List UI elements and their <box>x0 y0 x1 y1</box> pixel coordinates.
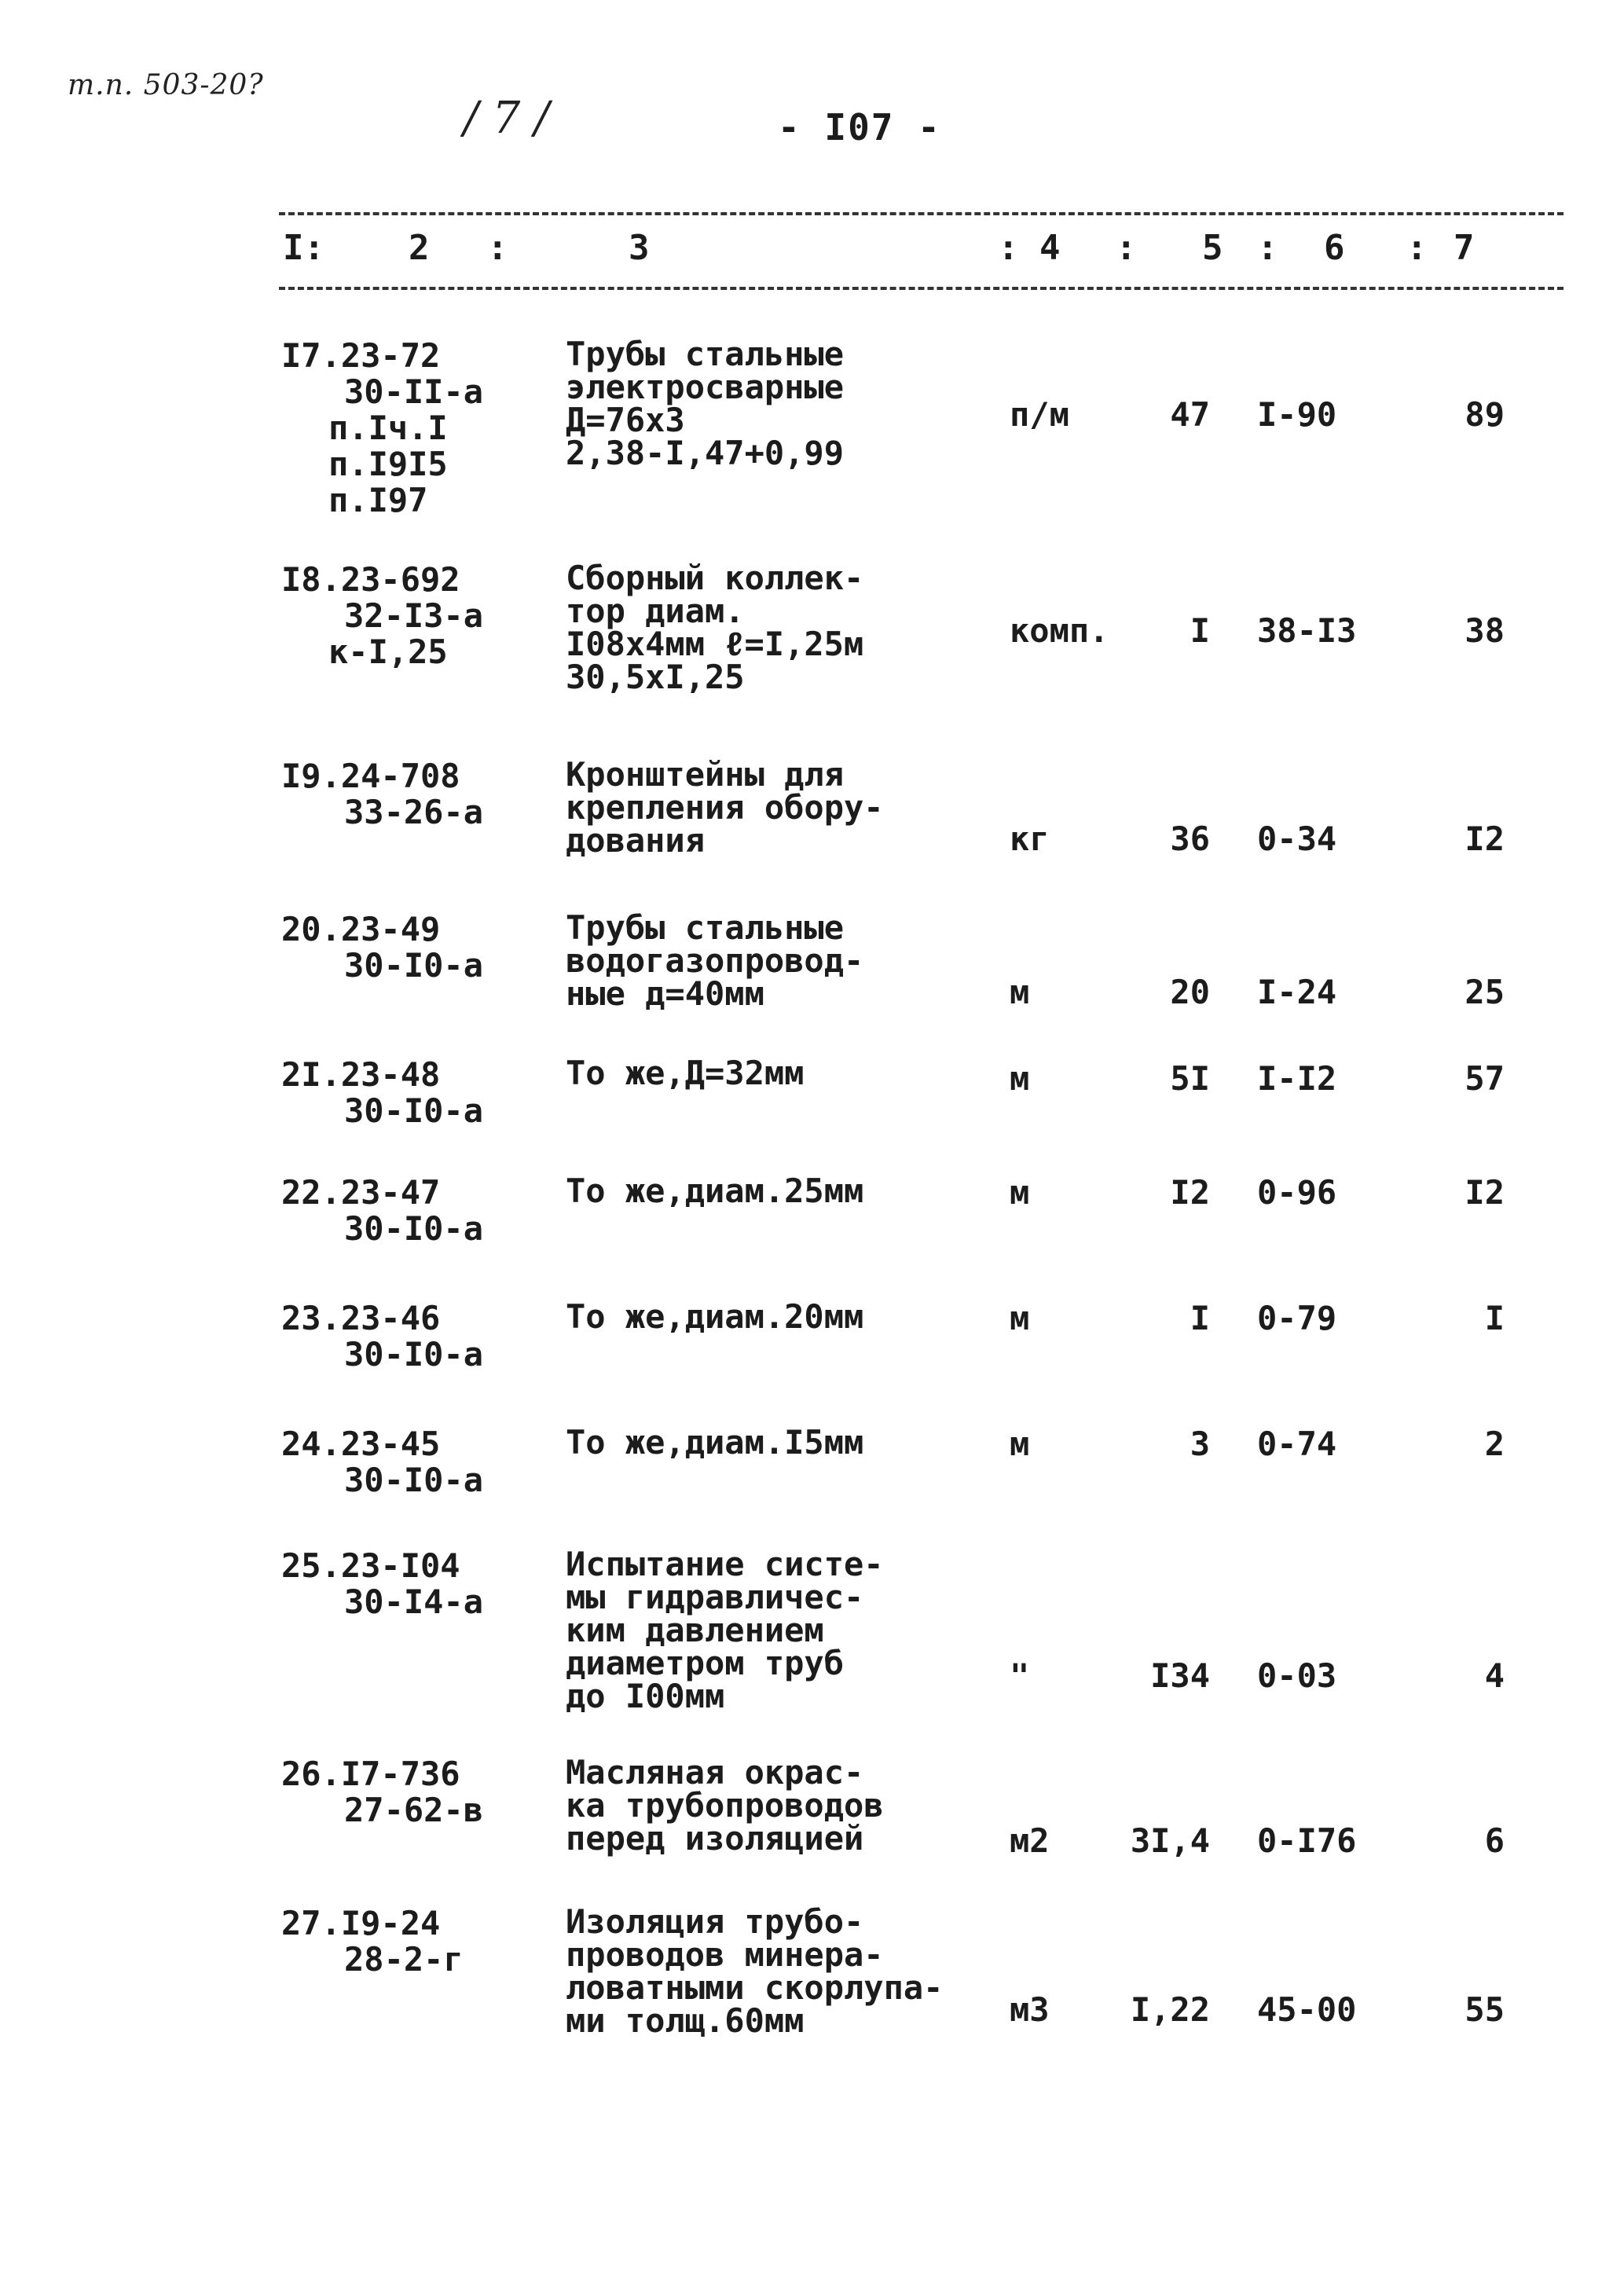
row-description-line: То же,диам.25мм <box>566 1172 864 1210</box>
row-description <box>566 1423 864 1462</box>
row-description-line: Изоляция трубо- <box>566 1902 864 1941</box>
row-code <box>281 1057 483 1129</box>
row-quantity: 5I <box>1170 1059 1210 1098</box>
row-total: 38 <box>1465 611 1505 650</box>
row-unit: м <box>1010 1299 1030 1337</box>
row-code-line: 2I.23-48 <box>281 1055 441 1094</box>
row-description-line: водогазопровод- <box>566 941 864 980</box>
row-code-line: 30-I0-a <box>344 1091 484 1130</box>
row-description <box>566 1054 805 1092</box>
row-code-line: 26.I7-736 <box>281 1755 460 1793</box>
row-quantity: 3I,4 <box>1130 1821 1210 1860</box>
row-code-line: 27-62-в <box>344 1791 484 1829</box>
row-quantity: 47 <box>1170 395 1210 434</box>
row-description-line: ка трубопроводов <box>566 1786 884 1825</box>
row-description-line: перед изоляцией <box>566 1819 864 1858</box>
row-code-line: 30-I0-a <box>344 1209 484 1248</box>
row-quantity: I <box>1190 1299 1210 1337</box>
row-code-line: 24.23-45 <box>281 1425 441 1463</box>
row-description-line: ные д=40мм <box>566 974 764 1013</box>
row-quantity: I <box>1190 611 1210 650</box>
row-total: 89 <box>1465 395 1505 434</box>
row-description-line: То же,Д=32мм <box>566 1054 805 1092</box>
row-description-line: Д=76х3 <box>566 401 685 439</box>
row-total: I <box>1484 1299 1505 1337</box>
row-description-line: Масляная окрас- <box>566 1753 864 1792</box>
row-unit: м <box>1010 1059 1030 1098</box>
row-code-line: 30-II-a <box>344 372 484 411</box>
row-code <box>281 758 483 831</box>
row-code-line: 30-I0-a <box>344 1335 484 1374</box>
row-code <box>281 1300 483 1373</box>
row-code <box>281 1548 483 1620</box>
row-description <box>566 1753 884 1858</box>
row-unit-price: 0-96 <box>1257 1173 1337 1212</box>
row-code <box>281 911 483 984</box>
row-unit: м <box>1010 973 1030 1011</box>
row-description-line: диаметром труб <box>566 1644 845 1682</box>
row-code-line: 27.I9-24 <box>281 1904 441 1942</box>
row-unit-price: I-24 <box>1257 973 1337 1011</box>
row-description <box>566 908 864 1013</box>
row-code-line: 30-I0-a <box>344 946 484 985</box>
row-code-line: 20.23-49 <box>281 910 441 948</box>
row-unit-price: 0-74 <box>1257 1425 1337 1463</box>
row-total: 4 <box>1484 1656 1505 1695</box>
row-code <box>281 1905 464 1978</box>
row-total: 55 <box>1465 1990 1505 2029</box>
column-header-separator: : <box>1406 228 1428 268</box>
row-total: 25 <box>1465 973 1505 1011</box>
row-total: 57 <box>1465 1059 1505 1098</box>
row-code <box>281 1175 483 1247</box>
row-code-line: 25.23-I04 <box>281 1546 460 1585</box>
row-description-line: проводов минера- <box>566 1935 884 1974</box>
row-total: 2 <box>1484 1425 1505 1463</box>
row-quantity: I34 <box>1150 1656 1210 1695</box>
row-quantity: 36 <box>1170 820 1210 858</box>
column-header-separator: : <box>487 228 508 268</box>
row-code-line: 30-I0-a <box>344 1461 484 1499</box>
row-unit-price: 38-I3 <box>1257 611 1357 650</box>
row-unit: м <box>1010 1425 1030 1463</box>
row-description-line: Испытание систе- <box>566 1545 884 1583</box>
row-code-line: 22.23-47 <box>281 1173 441 1212</box>
column-header-3: 3 <box>629 228 650 268</box>
column-header-4: : 4 <box>998 228 1061 268</box>
row-description <box>566 1545 884 1715</box>
row-total: 6 <box>1484 1821 1505 1860</box>
row-description-line: ловатными скорлупа- <box>566 1968 944 2007</box>
row-unit-price: 45-00 <box>1257 1990 1357 2029</box>
row-description <box>566 1902 944 2040</box>
row-description-line: I08x4мм ℓ=I,25м <box>566 625 864 663</box>
row-code-line: 32-I3-a <box>344 596 484 635</box>
row-code-line: п.I9I5 <box>328 445 448 483</box>
row-code <box>281 1426 483 1498</box>
row-description-line: ким давлением <box>566 1611 824 1649</box>
row-quantity: 3 <box>1190 1425 1210 1463</box>
row-description-line: дования <box>566 821 706 860</box>
row-description <box>566 755 884 860</box>
row-quantity: 20 <box>1170 973 1210 1011</box>
column-header-separator: : <box>1116 228 1137 268</box>
project-stamp: т.п. 503-20? <box>68 69 264 101</box>
row-quantity: I2 <box>1170 1173 1210 1212</box>
row-unit-price: 0-79 <box>1257 1299 1337 1337</box>
row-description <box>566 335 845 472</box>
row-code-line: 23.23-46 <box>281 1299 441 1337</box>
row-description-line: Сборный коллек- <box>566 559 864 597</box>
row-code-line: 30-I4-a <box>344 1583 484 1621</box>
row-description <box>566 1297 864 1336</box>
row-code <box>281 562 483 670</box>
row-code-line: I7.23-72 <box>281 336 441 375</box>
column-header-separator: : <box>1257 228 1278 268</box>
column-header-7: 7 <box>1454 228 1475 268</box>
row-unit: " <box>1010 1656 1030 1695</box>
row-description-line: тор диам. <box>566 592 745 630</box>
row-description <box>566 1172 864 1210</box>
row-unit-price: I-I2 <box>1257 1059 1337 1098</box>
row-description-line: до I00мм <box>566 1677 725 1715</box>
row-description-line: электросварные <box>566 368 845 406</box>
row-unit-price: 0-I76 <box>1257 1821 1357 1860</box>
row-description-line: То же,диам.20мм <box>566 1297 864 1336</box>
column-header-6: 6 <box>1324 228 1345 268</box>
row-unit: м2 <box>1010 1821 1050 1860</box>
column-header-5: 5 <box>1202 228 1223 268</box>
row-code-line: п.Iч.I <box>328 409 448 447</box>
row-unit: м <box>1010 1173 1030 1212</box>
row-total: I2 <box>1465 820 1505 858</box>
row-code-line: 33-26-a <box>344 793 484 831</box>
row-quantity: I,22 <box>1130 1990 1210 2029</box>
row-description-line: крепления обору- <box>566 788 884 827</box>
row-description-line: То же,диам.I5мм <box>566 1423 864 1462</box>
row-description <box>566 559 864 696</box>
row-unit-price: 0-03 <box>1257 1656 1337 1695</box>
row-description-line: мы гидравличес- <box>566 1578 864 1616</box>
header-rule-top <box>279 212 1564 215</box>
row-code-line: к-I,25 <box>328 633 448 671</box>
row-code-line: I8.23-692 <box>281 560 460 599</box>
column-header-1: I: <box>283 228 324 268</box>
row-description-line: Кронштейны для <box>566 755 845 794</box>
row-unit: м3 <box>1010 1990 1050 2029</box>
row-description-line: ми толщ.60мм <box>566 2001 805 2040</box>
header-rule-bottom <box>279 287 1564 290</box>
row-description-line: 2,38-I,47+0,99 <box>566 434 845 472</box>
row-code <box>281 1756 483 1828</box>
row-description-line: Трубы стальные <box>566 335 845 373</box>
row-unit-price: 0-34 <box>1257 820 1337 858</box>
row-total: I2 <box>1465 1173 1505 1212</box>
row-description-line: 30,5хI,25 <box>566 658 745 696</box>
page-number: - I07 - <box>778 106 941 149</box>
row-unit-price: I-90 <box>1257 395 1337 434</box>
row-code-line: 28-2-г <box>344 1940 464 1979</box>
row-code <box>281 338 483 519</box>
column-header-2: 2 <box>409 228 430 268</box>
row-description-line: Трубы стальные <box>566 908 845 947</box>
row-code-line: I9.24-708 <box>281 757 460 795</box>
row-code-line: п.I97 <box>328 481 428 519</box>
row-unit: комп. <box>1010 611 1109 650</box>
sheet-mark: / 7 / <box>464 93 549 144</box>
row-unit: п/м <box>1010 395 1069 434</box>
row-unit: кг <box>1010 820 1050 858</box>
